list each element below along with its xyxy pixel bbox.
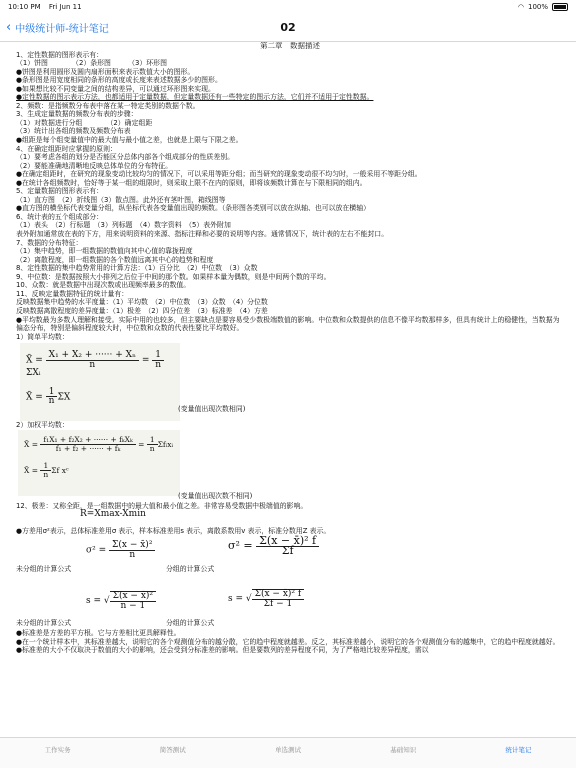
doc-line: （3）统计出各组的频数及频数分布表: [16, 127, 131, 136]
ungrouped-label: 未分组的计算公式: [16, 565, 72, 574]
variance-formula-row: [16, 535, 564, 581]
simple-avg-title: 1）简单平均数：: [16, 332, 69, 341]
doc-line: （1）表头 （2）行标题 （3）列标题 （4）数字资料 （5）表外附加: [16, 221, 231, 230]
battery-icon: [552, 3, 568, 11]
doc-line: 10、众数：就是数据中出现次数或出现频率最多的数值。: [16, 281, 191, 290]
doc-line: （1）饼图 （2）条形图 （3）环形图: [16, 59, 167, 68]
note-diff-frequency: (变量值出现次数不相同): [178, 491, 253, 500]
doc-line: ●在一个统计样本中，其标准差越大，说明它的各个观测值分布的越分散，它的趋中程度就越差。反之，其标准差越小，说明它的各个观测值分布的越集中，它的趋中程度就越好。: [16, 637, 560, 646]
variance-formula-ungrouped: σ² = $\frac{\text{Σ(x − x̄)²}}{n}$: [86, 541, 155, 559]
battery-percent: 100%: [527, 3, 548, 11]
doc-line: ●在统计各组频数时，恰好等于某一组的组限时，则采取上限不在内的原则，即将该频数计算在与下限相同的组内。: [16, 178, 367, 187]
status-time: 10:10 PM: [8, 3, 41, 11]
range-formula: R=Xmax-Xmin: [80, 509, 146, 520]
status-bar: [0, 0, 576, 14]
doc-line: （1）对数据进行分组 （2）确定组距: [16, 118, 153, 127]
variance-formula-grouped: σ² = $\frac{\text{Σ(x − x̄)² f}}{\Sigma f}$: [228, 537, 319, 555]
weighted-avg-block: [16, 430, 564, 502]
tab-single-choice-test[interactable]: 单选测试: [275, 746, 301, 754]
back-button[interactable]: [6, 20, 109, 35]
mean-paragraph: ●平均数最为多数人理解和接受。实际中用的也较多，但主要缺点是要容易受少数极端数值的影响。中位数和众数提供的信息不像平均数那样多，但具有统计上的稳健性，当数据为偏态分布，特别是偏斜程度较大时，中位数和众数的代表性要比平均数好。: [16, 315, 560, 333]
doc-line: 4、在确定组距时应掌握的原则：: [16, 144, 117, 153]
tab-work-practice[interactable]: 工作实务: [44, 746, 71, 754]
chevron-left-icon: ‹: [6, 20, 12, 35]
doc-line: （2）离散程度，即一组数据的各个数值远离其中心的趋势和程度: [16, 255, 214, 264]
weighted-avg-title: 2）加权平均数：: [16, 421, 69, 430]
grouped-label: 分组的计算公式: [166, 565, 215, 574]
doc-line: （1）直方图 （2）折线图（3）散点图。此外还有茎叶图，箱线图等: [16, 195, 226, 204]
doc-line: 3、生成定量数据的频数分布表的步骤：: [16, 110, 138, 119]
doc-line: 2、频数：是指频数分布表中落在某一特定类别的数据个数。: [16, 101, 200, 110]
chapter-heading: 第二章 数据描述: [260, 42, 320, 50]
stddev-formula-ungrouped: s = √ $\frac{\text{Σ(x − x̄)²}}{n - 1}$: [86, 591, 156, 610]
doc-line: 11、反映定量数据特征的统计量有：: [16, 289, 129, 298]
doc-line: ●如果想比较不同变量之间的结构差异，可以通过环形图来实现。: [16, 84, 215, 93]
stddev-formula-grouped: s = √ $\frac{\text{Σ(x − x̄)² f}}{\Sigma f - 1}$: [228, 589, 304, 608]
doc-line: ●在确定组距时，在研究的现象变动比较均匀的情况下，可以采用等距分组；而当研究的现象变动很不均匀时，一般采用不等距分组。: [16, 170, 422, 179]
range-line: 12、极差：又称全距，是一组数据中的最大值和最小值之差。非常容易受数据中极端值的影响。: [16, 501, 308, 510]
tab-bar: [0, 737, 576, 768]
back-label: 中级统计师-统计笔记: [15, 24, 109, 35]
grouped-label-2: 分组的计算公式: [166, 619, 215, 628]
nav-bar: [0, 14, 576, 42]
ungrouped-label-2: 未分组的计算公式: [16, 619, 72, 628]
note-document[interactable]: [16, 42, 564, 737]
note-same-frequency: (变量值出现次数相同): [178, 405, 246, 414]
doc-line: 8、定性数据的集中趋势常用的计算方法：（1）百分比 （2）中位数 （3）众数: [16, 264, 258, 273]
doc-line: ●组距是每个组变量值中的最大值与最小值之差，也就是上限与下限之差。: [16, 136, 243, 145]
tab-statistics-notes[interactable]: 统计笔记: [505, 746, 532, 754]
doc-line: 反映数据离散程度的差异度量：（1）极差 （2）四分位差 （3）标准差 （4）方差: [16, 306, 268, 315]
doc-line: ●直方图的横坐标代表变量分组，纵坐标代表各变量值出现的频数。（条形图各类别可以放在纵轴、也可以放在横轴）: [16, 204, 370, 213]
status-right: [518, 3, 568, 11]
status-left: [8, 3, 88, 11]
doc-line: 9、中位数：是数据按照大小排列之后位于中间的那个数。如果样本量为偶数，则是中间两个数的平均。: [16, 272, 331, 281]
doc-line: 反映数据集中趋势的水平度量：（1）平均数 （2）中位数 （3）众数 （4）分位数: [16, 298, 268, 307]
doc-line: （2）要能准确地清晰地反映总体单位的分布特征。: [16, 161, 172, 170]
doc-line: ●标准差的大小不仅取决于数值的大小的影响，还会受到分标准差的影响。但是要数列的差异程度不同，为了严格地比较差异程度，需以: [16, 646, 429, 655]
variance-line: ●方差用σ²表示，总体标准差用σ 表示，样本标准差用s 表示，离散系数用v 表示，标准分数用Z 表示。: [16, 526, 331, 535]
tab-short-answer-test[interactable]: 简答测试: [159, 746, 186, 754]
doc-line: （1）集中趋势，即一组数据的数值向其中心值的靠拢程度: [16, 247, 193, 256]
doc-line: ●定性数据的图示表示方法，也都适用于定量数据，但定量数据还有一些特定的图示方法，它们并不适用于定性数据。: [16, 93, 374, 102]
doc-line: 1、定性数据的图形表示有：: [16, 50, 104, 59]
doc-line: ●标准差是方差的平方根。它与方差相比更具解释性。: [16, 629, 181, 638]
doc-line: 表外附加通常放在表的下方，用来说明资料的来源、指标注释和必要的说明等内容。通常情况下，统计表的左右不能封口。: [16, 230, 389, 239]
doc-line: （1）要考虑各组的划分是否能区分总体内部各个组成部分的性质差别。: [16, 153, 234, 162]
doc-line: ●条形图是用宽度相同的条形的高度或长度来表述数据多少的图形。: [16, 76, 222, 85]
tab-basic-knowledge[interactable]: 基础知识: [390, 746, 417, 754]
simple-avg-block: [16, 341, 564, 421]
doc-line: ●饼图是利用圆形及圆内扇形面积来表示数值大小的图形。: [16, 67, 195, 76]
status-date: Fri Jun 11: [48, 3, 82, 11]
doc-line: 7、数据的分布特征：: [16, 238, 83, 247]
simple-avg-formula-image: X̄ = $\frac{\text{X₁ + X₂ + ······ + Xₙ}}{n}$ = $\frac{1}{n}$ ΣXᵢ X̄ = $\frac{1}{n}$ ΣX: [20, 343, 180, 421]
weighted-avg-formula-image: X̄ = $\frac{\text{f₁X₁ + f₂X₂ + ······ + fₖXₖ}}{\text{f₁ + f₂ + ······ + fₖ}}$ = $\frac{1}{n}$ Σfᵢxᵢ X̄ = $\frac{1}{n}$ Σf xᶜ: [18, 430, 180, 496]
doc-line: 5、定量数据的图形表示有：: [16, 187, 104, 196]
stddev-formula-row: [16, 581, 564, 629]
wifi-icon: ◠: [517, 3, 524, 11]
doc-line: 6、统计表的五个组成部分：: [16, 212, 104, 221]
page-title: 02: [280, 21, 296, 34]
